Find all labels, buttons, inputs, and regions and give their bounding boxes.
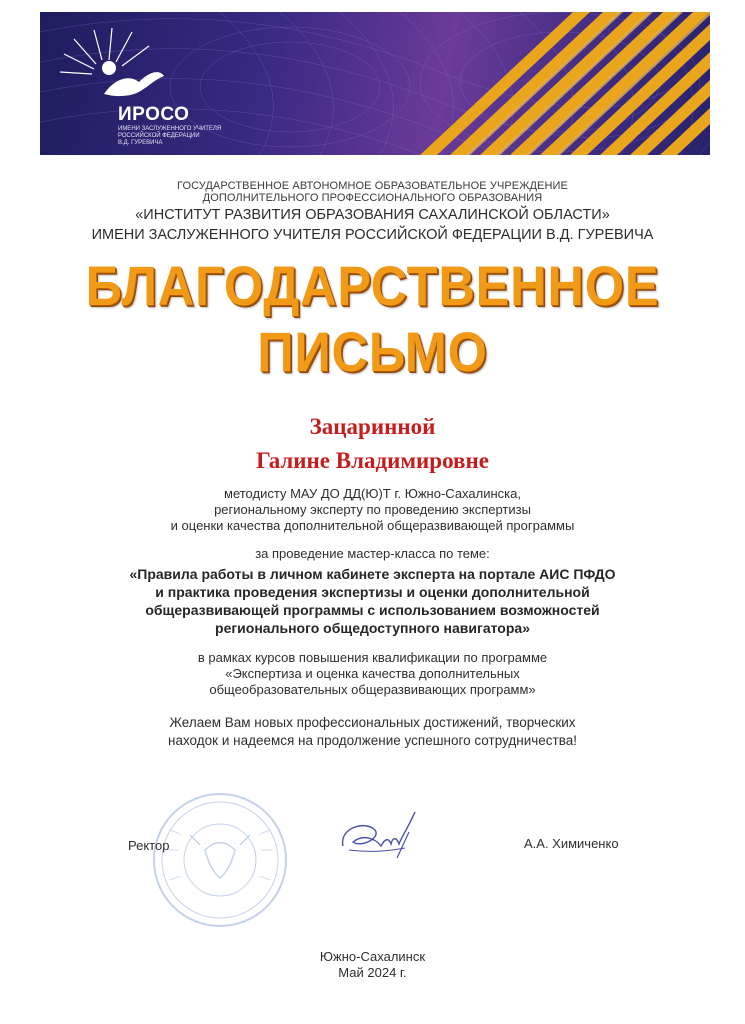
topic-line: регионального общедоступного навигатора» — [215, 620, 530, 636]
institution-line-1: ГОСУДАРСТВЕННОЕ АВТОНОМНОЕ ОБРАЗОВАТЕЛЬНОЕ УЧРЕЖДЕНИЕ — [177, 180, 568, 192]
institution-name: «ИНСТИТУТ РАЗВИТИЯ ОБРАЗОВАНИЯ САХАЛИНСКОЙ ОБЛАСТИ» — [135, 207, 610, 223]
recipient-surname: Зацаринной — [309, 414, 436, 439]
topic-line: и практика проведения экспертизы и оценки дополнительной — [155, 584, 590, 600]
footer-city: Южно-Сахалинск — [319, 949, 426, 964]
logo-sub-line: РОССИЙСКОЙ ФЕДЕРАЦИИ — [118, 133, 200, 139]
signatory-role: Ректор — [128, 838, 170, 853]
handwritten-signature — [335, 808, 425, 868]
document-title-2: ПИСЬМО — [257, 320, 488, 383]
course-line: общеобразовательных общеразвивающих программ» — [209, 682, 536, 697]
masterclass-topic — [0, 565, 745, 637]
recipient-name: Галине Владимировне — [256, 448, 489, 473]
official-stamp — [150, 790, 290, 930]
course-line: «Экспертиза и оценка качества дополнительных — [225, 666, 520, 681]
dove-icon — [54, 24, 224, 104]
document-title: БЛАГОДАРСТВЕННОЕ — [85, 254, 660, 317]
position-line: региональному эксперту по проведению экспертизы — [214, 502, 531, 517]
course-info — [0, 650, 745, 698]
reason-intro: за проведение мастер-класса по теме: — [255, 546, 490, 561]
position-line: и оценки качества дополнительной общеразвивающей программы — [170, 518, 575, 533]
wishes — [0, 714, 745, 750]
logo-sub-line: В.Д. ГУРЕВИЧА — [118, 140, 163, 146]
course-line: в рамках курсов повышения квалификации по программе — [197, 650, 548, 665]
logo-sub-line: ИМЕНИ ЗАСЛУЖЕННОГО УЧИТЕЛЯ — [118, 126, 222, 132]
header-banner — [40, 12, 710, 155]
institution-line-2: ДОПОЛНИТЕЛЬНОГО ПРОФЕССИОНАЛЬНОГО ОБРАЗОВАНИЯ — [202, 192, 543, 204]
wish-line: Желаем Вам новых профессиональных достижений, творческих — [169, 715, 576, 730]
institution-named-after: ИМЕНИ ЗАСЛУЖЕННОГО УЧИТЕЛЯ РОССИЙСКОЙ ФЕДЕРАЦИИ В.Д. ГУРЕВИЧА — [91, 227, 654, 243]
topic-line: «Правила работы в личном кабинете эксперта на портале АИС ПФДО — [129, 566, 616, 582]
logo-name: ИРОСО — [118, 104, 190, 125]
position-line: методисту МАУ ДО ДД(Ю)Т г. Южно-Сахалинска, — [224, 486, 521, 501]
signatory-name: А.А. Химиченко — [524, 836, 619, 851]
logo-subtitle — [118, 126, 238, 147]
recipient-position — [0, 486, 745, 534]
wish-line: находок и надеемся на продолжение успешного сотрудничества! — [168, 733, 577, 748]
footer-date: Май 2024 г. — [338, 965, 407, 980]
topic-line: общеразвивающей программы с использованием возможностей — [145, 602, 600, 618]
iroso-logo — [54, 24, 224, 149]
